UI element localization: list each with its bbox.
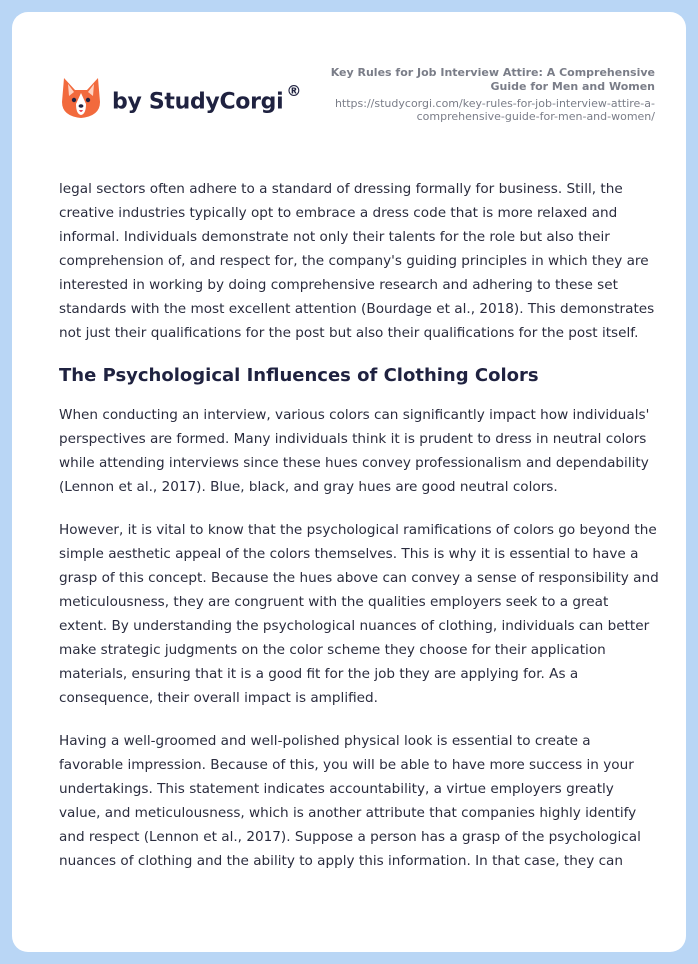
corgi-logo-icon — [60, 76, 102, 120]
document-title: Key Rules for Job Interview Attire: A Comprehensive Guide for Men and Women — [330, 66, 655, 93]
document-body — [59, 177, 659, 892]
page-header — [12, 12, 686, 162]
section-heading: The Psychological Influences of Clothing Colors — [59, 365, 539, 386]
body-paragraph: When conducting an interview, various colors can significantly impact how individuals' perspectives are formed. Many individuals think it is prudent to dress in neutral colors while attending interviews since these hues convey professionalism and dependability (Lennon et al., 2017). Blue, black, and gray hues are good neutral colors. — [59, 407, 650, 495]
document-url[interactable]: https://studycorgi.com/key-rules-for-job-interview-attire-a-comprehensive-guide-for-men-and-women/ — [334, 97, 655, 123]
registered-mark: ® — [286, 81, 302, 100]
document-meta — [295, 66, 655, 123]
body-paragraph: legal sectors often adhere to a standard of dressing formally for business. Still, the creative industries typically opt to embrace a dress code that is more relaxed and informal. Individuals demonstrate not only their talents for the role but also their comprehension of, and respect for, the company's guiding principles in which they are interested in working by doing comprehensive research and adhering to these set standards with the most excellent attention (Bourdage et al., 2018). This demonstrates not just their qualifications for the post but also their qualifications for the post itself. — [59, 181, 655, 341]
body-paragraph: However, it is vital to know that the psychological ramifications of colors go beyond the simple aesthetic appeal of the colors themselves. This is why it is essential to have a grasp of this concept. Because the hues above can convey a sense of responsibility and meticulousness, they are congruent with the qualities employers seek to a great extent. By understanding the psychological nuances of clothing, individuals can better make strategic judgments on the color scheme they choose for their application materials, ensuring that it is a good fit for the job they are applying for. As a consequence, their overall impact is amplified. — [59, 522, 659, 706]
document-page — [12, 12, 686, 952]
body-paragraph: Having a well-groomed and well-polished physical look is essential to create a favorable impression. Because of this, you will be able to have more success in your undertakings. This statement indicates accountability, a virtue employers greatly value, and meticulousness, which is another attribute that companies highly identify and respect (Lennon et al., 2017). Suppose a person has a grasp of the psychological nuances of clothing and the ability to apply this information. In that case, they can — [59, 733, 641, 869]
brand-name: by StudyCorgi ® — [112, 81, 302, 115]
studycorgi-logo[interactable] — [60, 76, 301, 120]
